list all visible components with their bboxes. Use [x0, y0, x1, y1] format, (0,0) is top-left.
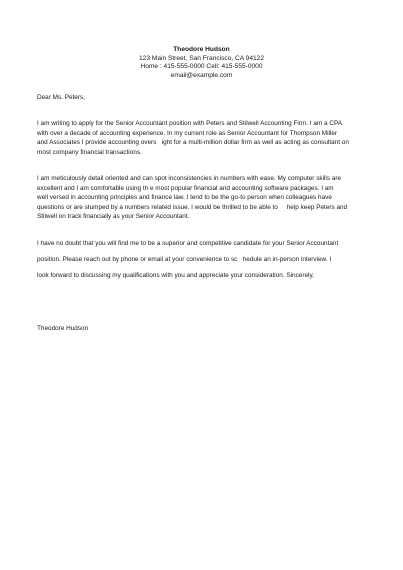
paragraph-line: questions or are stumped by a numbers related issue. I would be thrilled to be able to help keep Peters and	[37, 203, 348, 211]
paragraph-line: I am writing to apply for the Senior Accountant position with Peters and Stilwell Accounting Firm. I am a CPA	[37, 120, 342, 127]
paragraph-skills	[37, 174, 367, 222]
paragraph-line: with over a decade of accounting experience. In my current role as Senior Accountant for Thompson Miller	[37, 129, 338, 137]
paragraph-line: well versed in accounting principles and finance law. I tend to be the go-to person when colleagues have	[37, 194, 332, 202]
salutation: Dear Ms. Peters,	[37, 94, 85, 101]
paragraph-line: look forward to discussing my qualifications with you and appreciate your consideration. Sincerely,	[37, 272, 314, 279]
sender-email: email@example.com	[170, 71, 233, 79]
paragraph-line: and Associates I provide accounting overs ight for a multi-million dollar firm as well as acting as consultant on	[37, 139, 349, 147]
paragraph-line: excellent and I am comfortable using th e most popular financial and accounting software packages. I am	[37, 184, 334, 192]
paragraph-line: I have no doubt that you will find me to be a superior and competitive candidate for your Senior Accountant	[37, 240, 339, 247]
paragraph-intro	[37, 119, 367, 157]
sender-name: Theodore Hudson	[173, 46, 230, 53]
signature-name: Theodore Hudson	[37, 325, 89, 332]
paragraph-line: Stilwell on track financially as your Senior Accountant.	[37, 213, 190, 221]
sender-address: 123 Main Street, San Francisco, CA 94122	[139, 54, 264, 62]
paragraph-line: I am meticulously detail oriented and can spot inconsistencies in numbers with ease. My computer skills are	[37, 175, 342, 182]
paragraph-contact	[37, 255, 367, 265]
paragraph-closing	[37, 271, 367, 281]
paragraph-line: position. Please reach out by phone or email at your convenience to sc hedule an in-person interview. I	[37, 256, 332, 263]
paragraph-candidate	[37, 239, 367, 249]
paragraph-line: most company financial transactions.	[37, 148, 142, 156]
letter-header	[0, 46, 403, 80]
sender-phones: Home : 415-555-0000 Cell: 415-555-0000	[140, 63, 263, 71]
